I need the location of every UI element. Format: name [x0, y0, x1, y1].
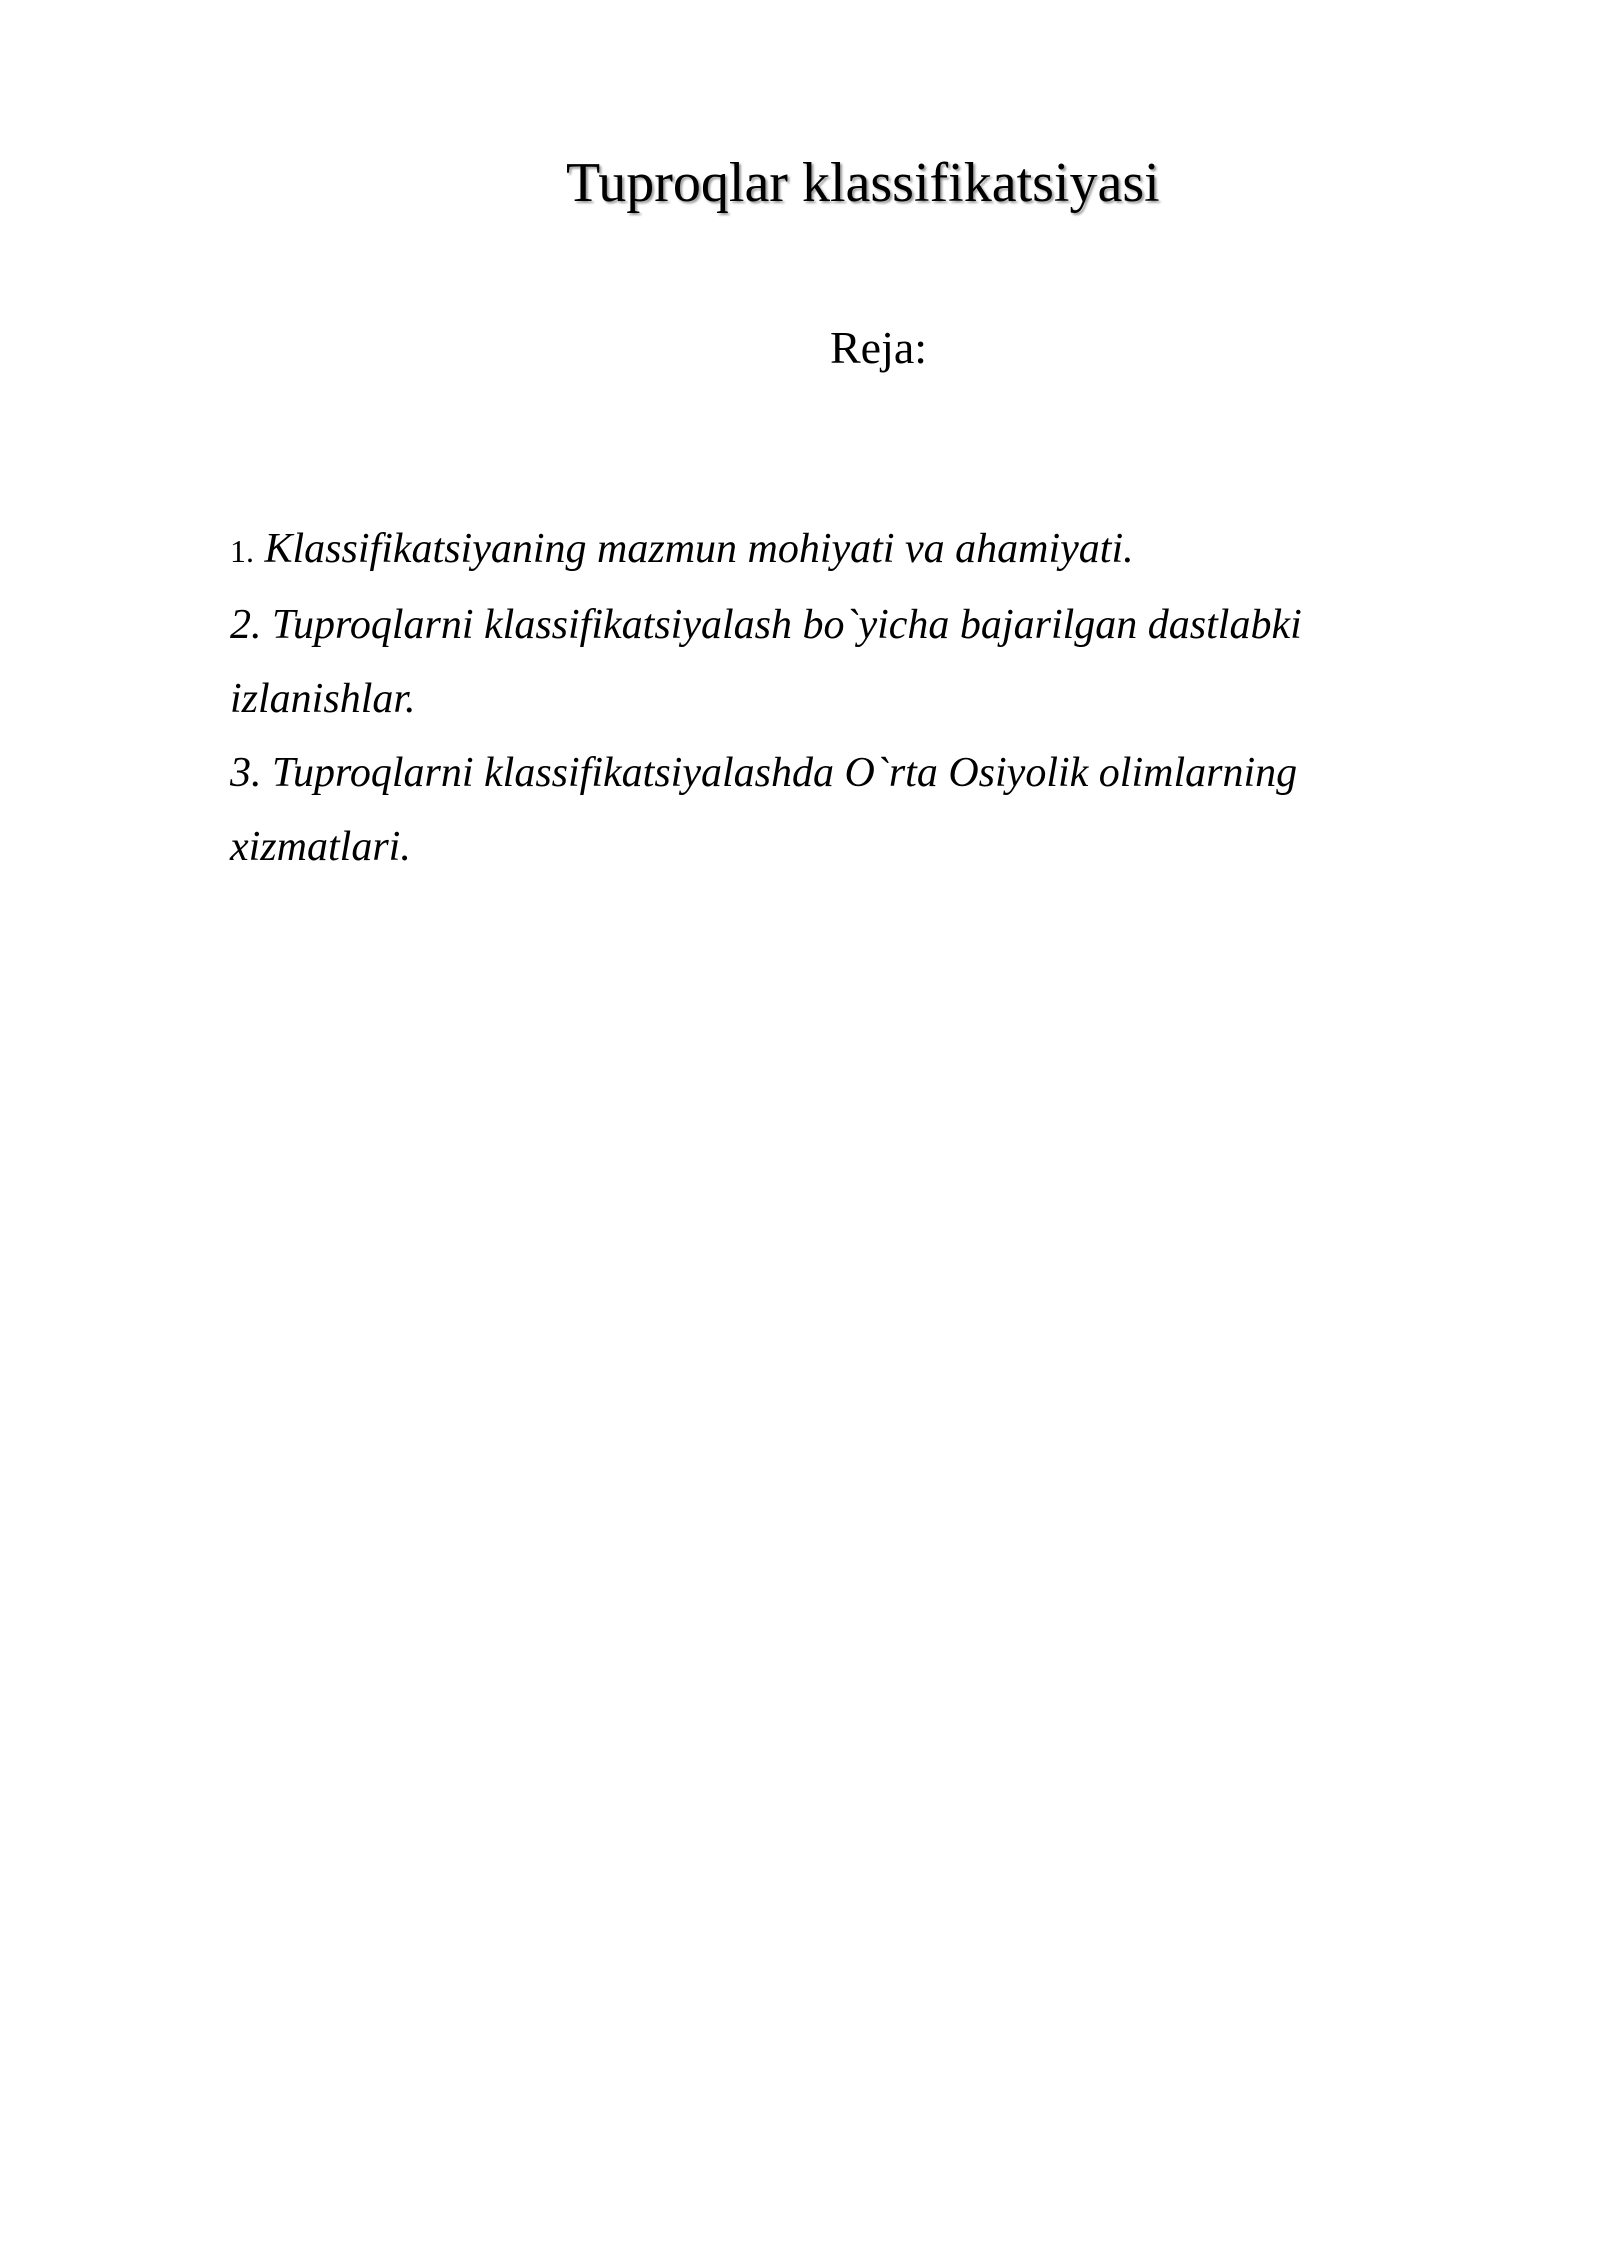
plan-item-text: Tuproqlarni klassifikatsiyalash bo`yicha bajarilgan dastlabki izlanishlar. — [230, 602, 1302, 722]
plan-item-text: Klassifikatsiyaning mazmun mohiyati va ahamiyati. — [264, 526, 1134, 572]
plan-item-number: 3. — [230, 750, 262, 796]
plan-item — [230, 736, 1380, 884]
plan-list — [230, 512, 1380, 884]
plan-item — [230, 512, 1380, 588]
document-title: Tuproqlar klassifikatsiyasi — [566, 152, 1160, 214]
plan-item-number: 2. — [230, 602, 262, 648]
plan-item — [230, 588, 1380, 736]
plan-heading: Reja: — [830, 322, 928, 373]
plan-item-text: Tuproqlarni klassifikatsiyalashda O`rta Osiyolik olimlarning xizmatlari. — [230, 750, 1298, 870]
plan-item-number: 1. — [230, 533, 254, 569]
